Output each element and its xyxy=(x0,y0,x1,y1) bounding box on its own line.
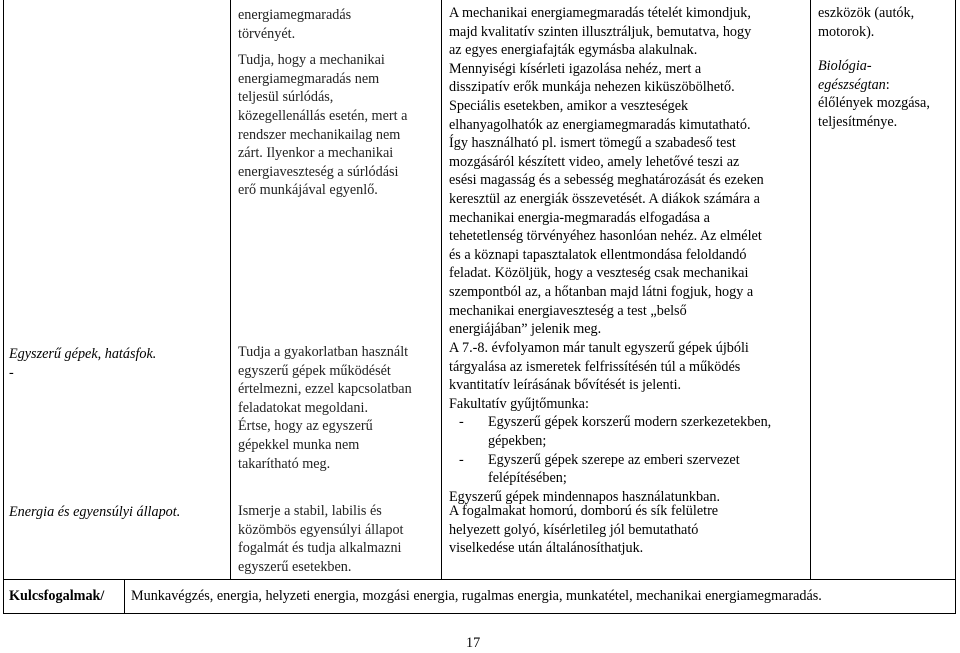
page-number: 17 xyxy=(466,635,481,651)
topic-simple-machines-title: Egyszerű gépek, hatásfok. xyxy=(9,346,157,362)
text-line: tehetetlenség törvényéhez hasonlóan nehéz. Az elmélet xyxy=(449,228,762,245)
text-line: mechanikai energiaveszteség a test „belső xyxy=(449,302,687,319)
table-border-left xyxy=(3,0,4,614)
text-line: Ismerje a stabil, labilis és xyxy=(238,503,382,519)
list-item xyxy=(449,413,807,450)
text-line: tárgyalása az ismeretek felfrissítésén túl a működés xyxy=(449,358,741,375)
text-line: Speciális esetekben, amikor a veszteségek xyxy=(449,97,689,114)
text-line: energiájában” jelenik meg. xyxy=(449,321,602,338)
text-line: rendszer mechanikailag nem xyxy=(238,126,401,143)
text-line: kvantitatív leírásának bővítését is jelenti. xyxy=(449,377,682,394)
subject-colon: : xyxy=(885,76,890,93)
list-item-line: Egyszerű gépek szerepe az emberi szervezet xyxy=(488,451,740,468)
text-line: Értse, hogy az egyszerű xyxy=(238,418,373,435)
column-divider-3 xyxy=(810,0,811,580)
footer-divider xyxy=(124,580,125,614)
text-line: és a köznapi tapasztalatok ellentmondása feloldandó xyxy=(449,246,747,263)
text-line: közömbös egyensúlyi állapot xyxy=(238,521,404,538)
text-line: energiaveszteség a súrlódási xyxy=(238,163,399,180)
text-line: keresztül az energiák összevetését. A diákok számára a xyxy=(449,190,760,207)
requirement-equilibrium xyxy=(238,502,436,576)
text-line: majd kvalitatív szinten illusztráljuk, bemutatva, hogy xyxy=(449,23,752,40)
optional-task-list xyxy=(449,413,807,487)
text-line: energiamegmaradás nem xyxy=(238,70,380,87)
list-item-line: gépekben; xyxy=(488,432,547,449)
column-divider-2 xyxy=(441,0,442,580)
topic-equilibrium-title: Energia és egyensúlyi állapot. xyxy=(9,504,181,520)
text-line: fogalmát és tudja alkalmazni xyxy=(238,540,402,557)
text-line: Így használható pl. ismert tömegű a szabadeső test xyxy=(449,135,736,152)
text-line: az egyes energiafajták egymásba alakulnak. xyxy=(449,42,698,59)
text-line: eszközök (autók, xyxy=(818,5,915,21)
text-line: Tudja a gyakorlatban használt xyxy=(238,344,409,360)
text-line: közegellenállás esetén, mert a xyxy=(238,107,408,124)
text-line: Tudja, hogy a mechanikai xyxy=(238,52,385,69)
text-line: Mennyiségi kísérleti igazolása nehéz, mert a xyxy=(449,60,702,77)
text-line: elhanyagolhatók az energiamegmaradás kimutatható. xyxy=(449,116,751,133)
text-line: teljesítménye. xyxy=(818,113,898,130)
text-line: A mechanikai energiamegmaradás tételét kimondjuk, xyxy=(449,5,751,21)
subject-name: Biológia- xyxy=(818,58,872,75)
activity-simple-machines xyxy=(449,339,807,506)
text-line: viselkedése után általánosíthatjuk. xyxy=(449,540,644,557)
text-line: törvényét. xyxy=(238,25,296,42)
text-line: zárt. Ilyenkor a mechanikai xyxy=(238,145,394,162)
text-line: élőlények mozgása, xyxy=(818,95,930,112)
row-divider xyxy=(3,579,956,580)
text-line: takarítható meg. xyxy=(238,455,331,472)
text-line: teljesül súrlódás, xyxy=(238,89,334,106)
key-concepts-label-text: Kulcsfogalmak/ xyxy=(9,588,105,604)
text-line: erő munkájával egyenlő. xyxy=(238,182,378,199)
list-item-line: Egyszerű gépek korszerű modern szerkezetekben, xyxy=(488,414,772,431)
key-concepts-value: Munkavégzés, energia, helyzeti energia, mozgási energia, rugalmas energia, munkatétel, mechanikai energiamegmaradás. xyxy=(131,588,822,604)
table-border-bottom xyxy=(3,613,956,614)
activity-equilibrium xyxy=(449,502,807,558)
text-line: gépekkel munka nem xyxy=(238,436,360,453)
text-line: helyezett golyó, kísérletileg jól bemutatható xyxy=(449,521,699,538)
text-line: egyszerű gépek működését xyxy=(238,362,391,379)
text-line: értelmezni, ezzel kapcsolatban xyxy=(238,381,412,398)
text-line: mechanikai energia-megmaradás elfogadása a xyxy=(449,209,710,226)
text-line: szempontból az, a hőtanban majd látni fogjuk, hogy a xyxy=(449,283,754,300)
connections-cell xyxy=(818,4,956,132)
text-line: motorok). xyxy=(818,23,875,40)
subject-biology xyxy=(818,57,956,76)
topic-simple-machines-dash: - xyxy=(9,364,14,381)
subject-biology-line2 xyxy=(818,76,956,95)
optional-task-label: Fakultatív gyűjtőmunka: xyxy=(449,395,589,412)
activity-energy-conservation xyxy=(449,4,807,339)
text-line: disszipatív erők munkája nehezen kiküszöbölhető. xyxy=(449,79,735,96)
key-concepts-label xyxy=(9,587,121,606)
column-divider-1 xyxy=(230,0,231,580)
list-item xyxy=(449,451,807,488)
requirement-energy-conservation xyxy=(238,6,436,200)
list-item-line: felépítésében; xyxy=(488,470,567,487)
text-line: energiamegmaradás xyxy=(238,7,352,23)
requirement-simple-machines xyxy=(238,343,436,473)
text-line: esési magasság és a sebesség meghatározását és ezeken xyxy=(449,172,764,189)
text-line: Egyszerű gépek mindennapos használatunkban. xyxy=(449,488,721,505)
text-line: mozgásáról készített video, amely lehetővé teszi az xyxy=(449,153,740,170)
text-line: egyszerű esetekben. xyxy=(238,558,352,575)
text-line: feladat. Közöljük, hogy a veszteség csak mechanikai xyxy=(449,265,749,282)
topic-simple-machines xyxy=(9,345,227,382)
text-line: A fogalmakat homorú, domború és sík felületre xyxy=(449,503,719,519)
topic-equilibrium xyxy=(9,503,227,522)
text-line: A 7.-8. évfolyamon már tanult egyszerű gépek újbóli xyxy=(449,340,749,356)
subject-name: egészségtan xyxy=(818,76,886,93)
key-concepts-text xyxy=(131,587,953,606)
text-line: feladatokat megoldani. xyxy=(238,399,369,416)
